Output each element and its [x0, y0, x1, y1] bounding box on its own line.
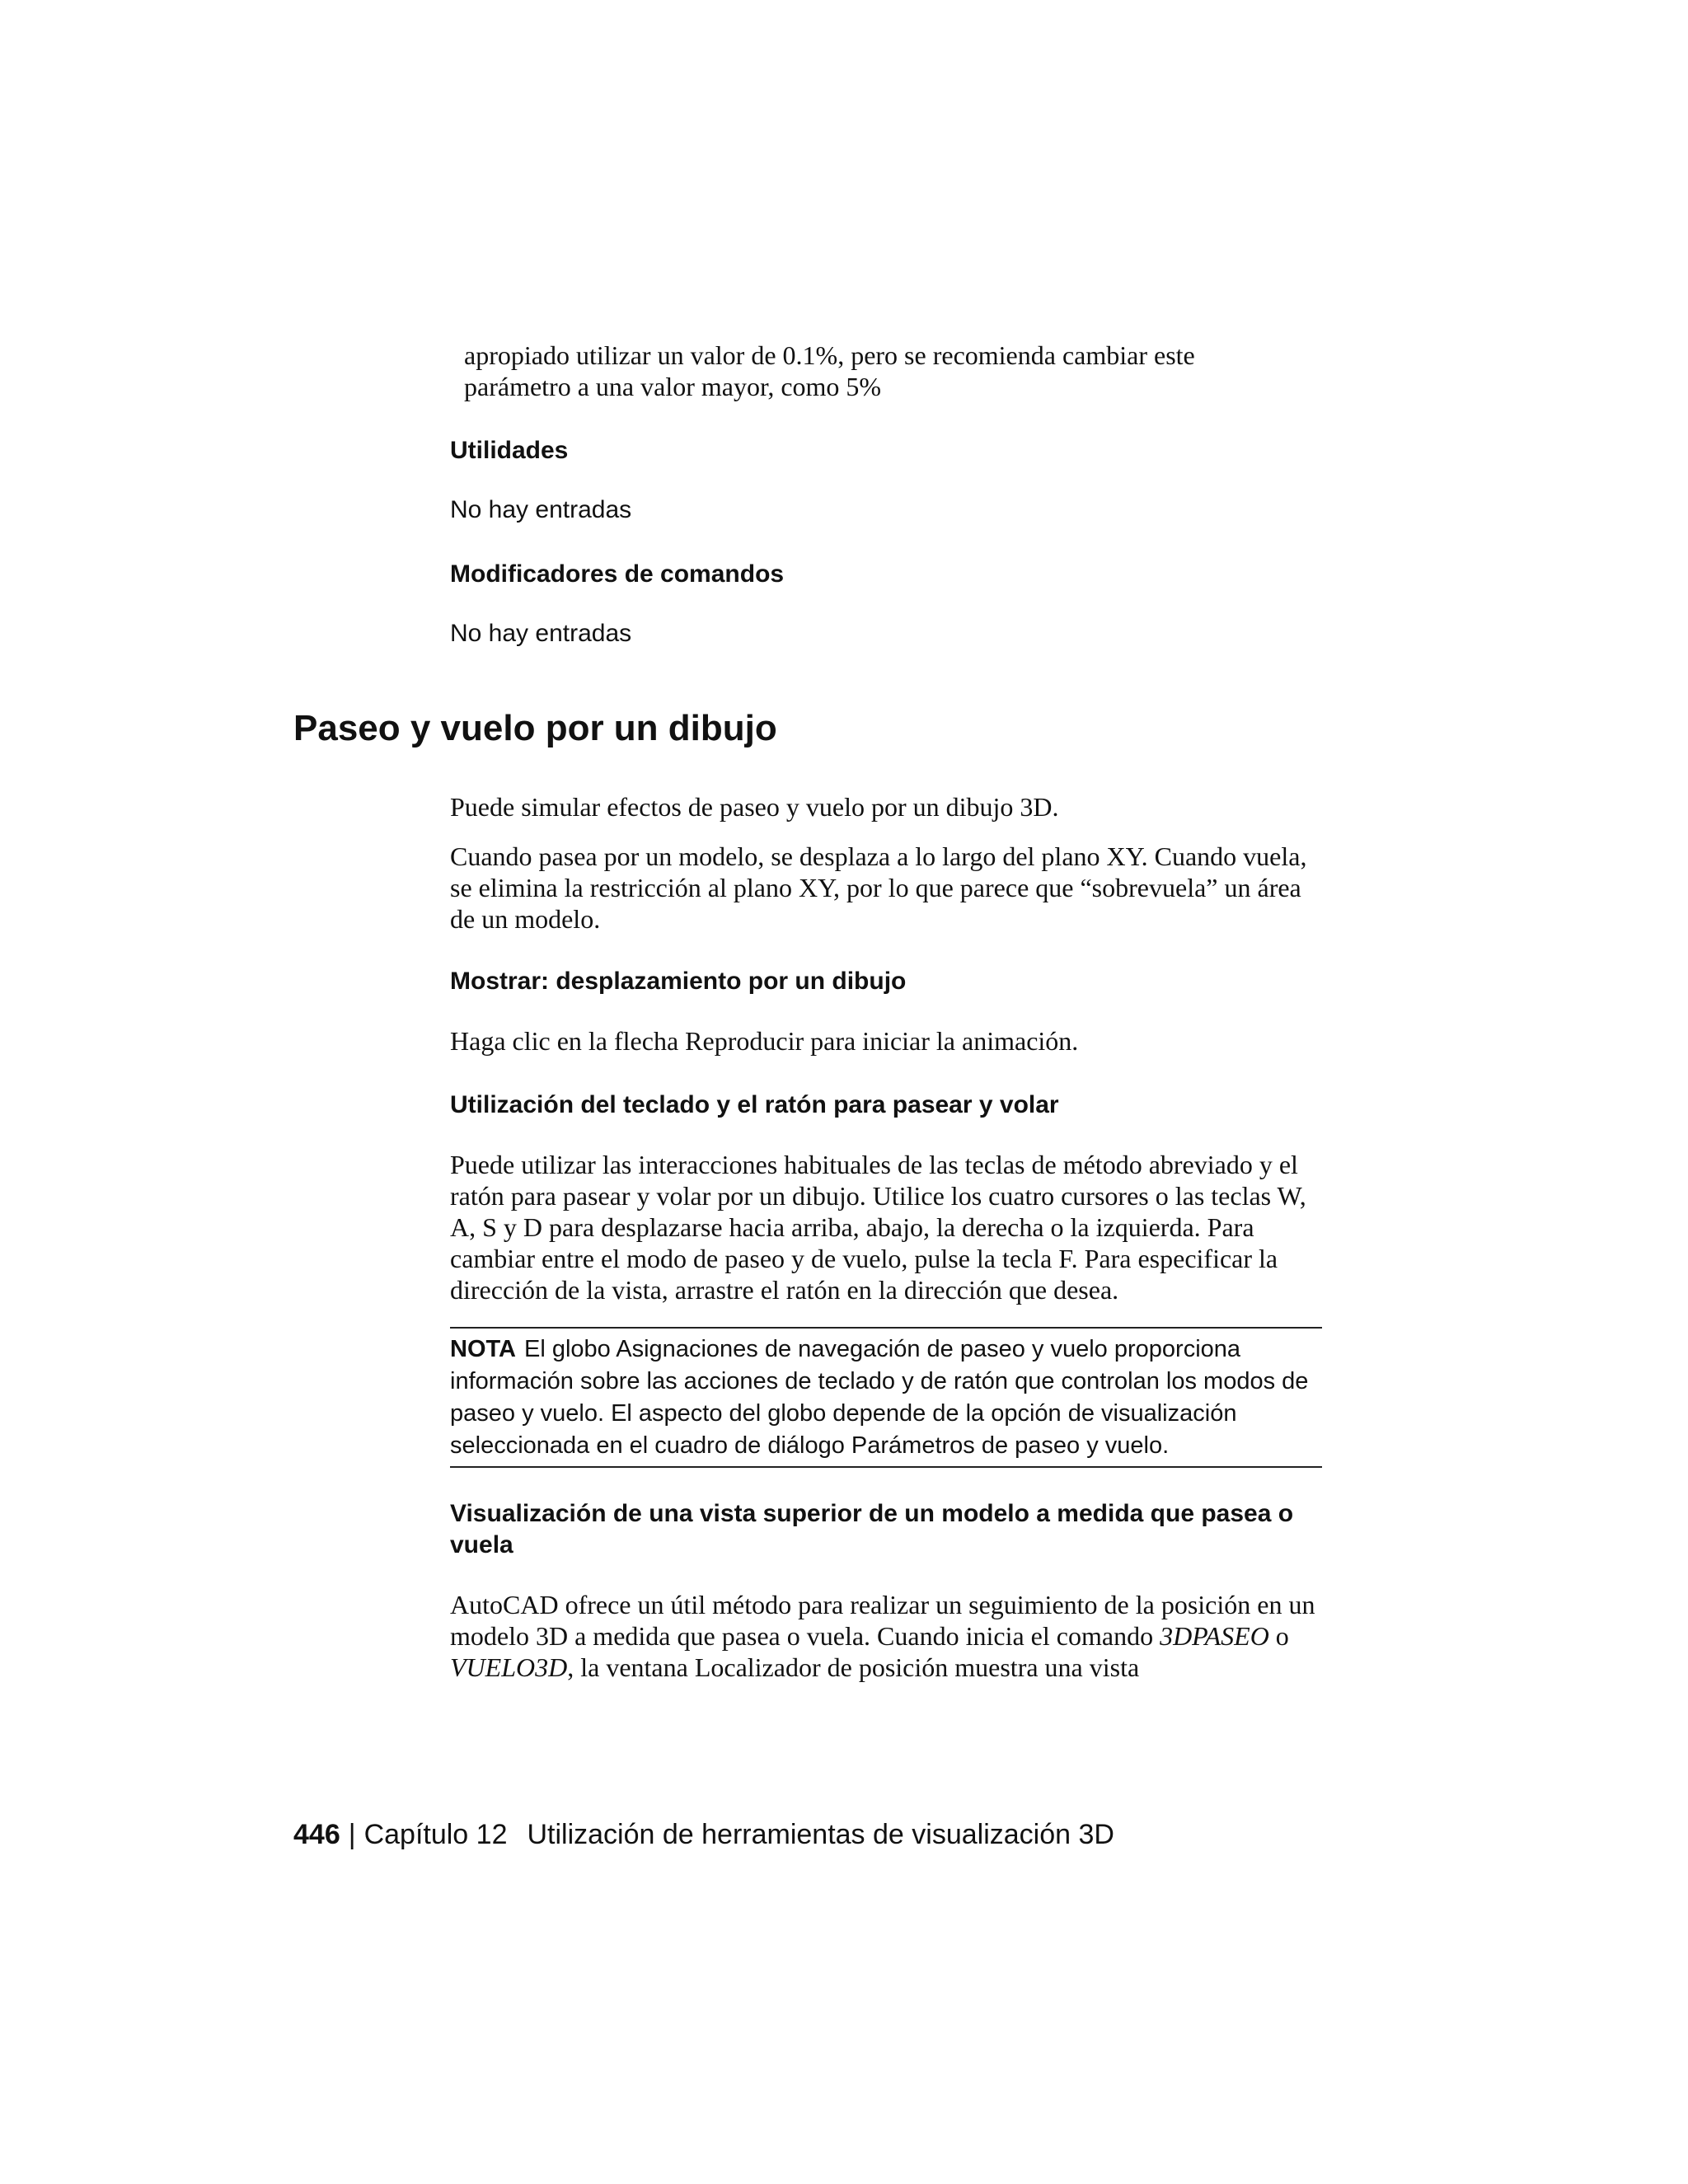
- vista-superior-text-mid: o: [1268, 1621, 1289, 1651]
- note-bottom-rule: [450, 1466, 1322, 1468]
- modificadores-text: No hay entradas: [450, 620, 632, 647]
- section-paragraph-2: Cuando pasea por un modelo, se desplaza a lo largo del plano XY. Cuando vuela, se elimina la restricción al plano XY, por lo que parece que “sobrevuela” un área de un modelo.: [450, 841, 1307, 934]
- modificadores-heading: Modificadores de comandos: [450, 560, 785, 588]
- page-number: 446: [293, 1819, 340, 1850]
- mostrar-heading: Mostrar: desplazamiento por un dibujo: [450, 968, 907, 995]
- teclado-text: Puede utilizar las interacciones habituales de las teclas de método abreviado y el ratón para pasear y volar por un dibujo. Utilice los cuatro cursores o las teclas W, A, S y D para desplazarse hacia arriba, abajo, la derecha o la izquierda. Para cambiar entre el modo de paseo y de vuelo, pulse la tecla F. Para especificar la dirección de la vista, arrastre el ratón en la dirección que desea.: [450, 1150, 1306, 1305]
- footer-chapter-title: Utilización de herramientas de visualización 3D: [527, 1819, 1114, 1850]
- page-footer: [293, 1818, 1114, 1851]
- utilidades-heading: Utilidades: [450, 437, 569, 464]
- note-top-rule: [450, 1327, 1322, 1329]
- section-title: Paseo y vuelo por un dibujo: [293, 708, 777, 748]
- footer-chapter: Capítulo 12: [363, 1819, 508, 1850]
- utilidades-text: No hay entradas: [450, 496, 632, 523]
- vista-superior-text-end: , la ventana Localizador de posición muestra una vista: [567, 1652, 1140, 1682]
- section-intro: Puede simular efectos de paseo y vuelo por un dibujo 3D.: [450, 792, 1059, 822]
- vista-superior-heading: Visualización de una vista superior de un modelo a medida que pasea o vuela: [450, 1500, 1294, 1558]
- continuation-paragraph: [464, 340, 1338, 402]
- footer-separator: |: [348, 1819, 356, 1850]
- command-vuelo3d: VUELO3D: [450, 1652, 568, 1682]
- vista-superior-text: [450, 1589, 1324, 1683]
- note-text: El globo Asignaciones de navegación de paseo y vuelo proporciona información sobre las acciones de teclado y de ratón que controlan los modos de paseo y vuelo. El aspecto del globo depende de la opción de visualización seleccionada en el cuadro de diálogo Parámetros de paseo y vuelo.: [450, 1336, 1309, 1459]
- vista-superior-text-start: AutoCAD ofrece un útil método para realizar un seguimiento de la posición en un modelo 3D a medida que pasea o vuela. Cuando inicia el comando: [450, 1590, 1315, 1651]
- continuation-line-1: apropiado utilizar un valor de 0.1%, pero se recomienda cambiar este: [464, 340, 1195, 370]
- note-label: NOTA: [450, 1336, 517, 1362]
- mostrar-text: Haga clic en la flecha Reproducir para iniciar la animación.: [450, 1026, 1079, 1056]
- note-box: [450, 1333, 1322, 1462]
- teclado-heading: Utilización del teclado y el ratón para pasear y volar: [450, 1091, 1059, 1118]
- command-3dpaseo: 3DPASEO: [1160, 1621, 1269, 1651]
- continuation-line-2: parámetro a una valor mayor, como 5%: [464, 372, 882, 401]
